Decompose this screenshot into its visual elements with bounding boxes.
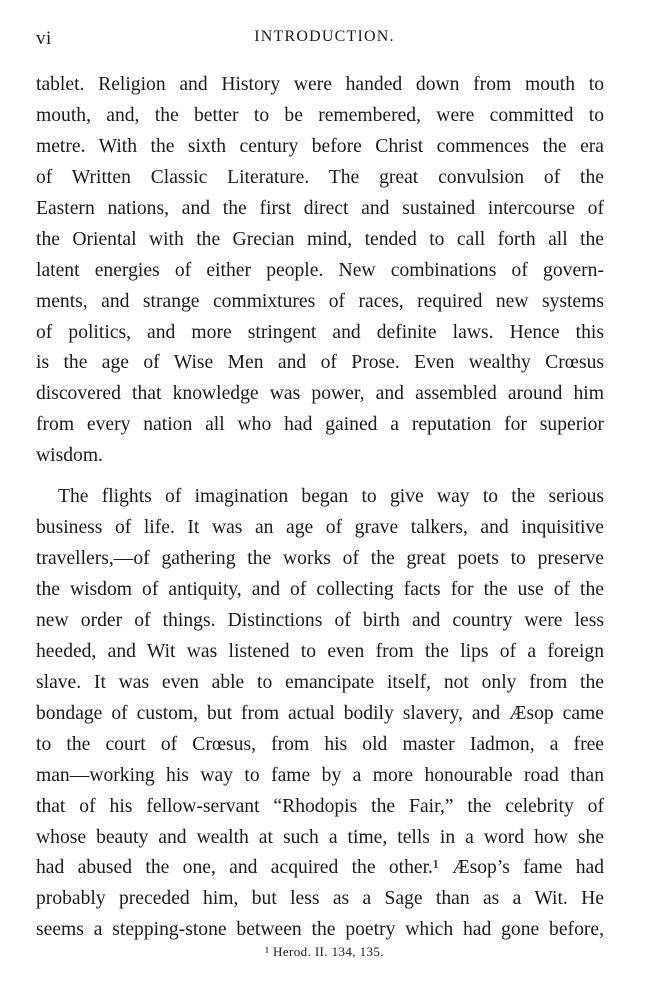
text-line: metre. With the sixth century before Christ commences the era (36, 135, 604, 157)
running-title: INTRODUCTION. (254, 28, 395, 45)
text-line: travellers,—of gathering the works of the great poets to preserve (36, 548, 604, 570)
body-text (36, 70, 604, 946)
text-line: the wisdom of antiquity, and of collecting facts for the use of the (36, 579, 604, 600)
paragraph-gap (36, 472, 604, 482)
text-line: mouth, and, the better to be remembered, were committed to (36, 104, 604, 126)
text-line: The flights of imagination began to give way to the serious (58, 486, 604, 508)
text-line: probably preceded him, but less as a Sage than as a Wit. He (36, 888, 604, 910)
text-line: Eastern nations, and the first direct and sustained intercourse of (36, 197, 604, 219)
text-line: ments, and strange commixtures of races, required new systems (36, 290, 604, 312)
text-line: bondage of custom, but from actual bodily slavery, and Æsop came (36, 702, 604, 724)
text-line: to the court of Crœsus, from his old master Iadmon, a free (36, 733, 604, 755)
text-line: latent energies of either people. New combinations of govern- (36, 259, 604, 281)
text-line: that of his fellow-servant “Rhodopis the Fair,” the celebrity of (36, 795, 604, 817)
text-line: whose beauty and wealth at such a time, tells in a word how she (36, 826, 604, 848)
text-line: of Written Classic Literature. The great convulsion of the (36, 166, 604, 188)
text-line: the Oriental with the Grecian mind, tended to call forth all the (36, 228, 604, 250)
running-head (36, 28, 613, 54)
text-line: wisdom. (36, 445, 103, 467)
text-line: business of life. It was an age of grave talkers, and inquisitive (36, 517, 604, 539)
text-line: is the age of Wise Men and of Prose. Even wealthy Crœsus (36, 352, 604, 374)
text-line: slave. It was even able to emancipate itself, not only from the (36, 671, 604, 693)
paragraph-2 (36, 482, 604, 946)
text-line: man—working his way to fame by a more honourable road than (36, 764, 604, 786)
text-line: tablet. Religion and History were handed down from mouth to (36, 74, 604, 95)
text-line: heeded, and Wit was listened to even from the lips of a foreign (36, 640, 604, 662)
page-number: vi (36, 28, 52, 49)
text-line: new order of things. Distinctions of birth and country were less (36, 609, 604, 631)
text-line: seems a stepping-stone between the poetry which had gone before, (36, 919, 604, 941)
text-line: discovered that knowledge was power, and assembled around him (36, 383, 604, 405)
footnote: ¹ Herod. II. 134, 135. (265, 944, 384, 959)
text-line: of politics, and more stringent and definite laws. Hence this (36, 321, 604, 343)
paragraph-1 (36, 70, 604, 472)
text-line: from every nation all who had gained a reputation for superior (36, 414, 604, 436)
text-line: had abused the one, and acquired the other.¹ Æsop’s fame had (36, 857, 604, 879)
